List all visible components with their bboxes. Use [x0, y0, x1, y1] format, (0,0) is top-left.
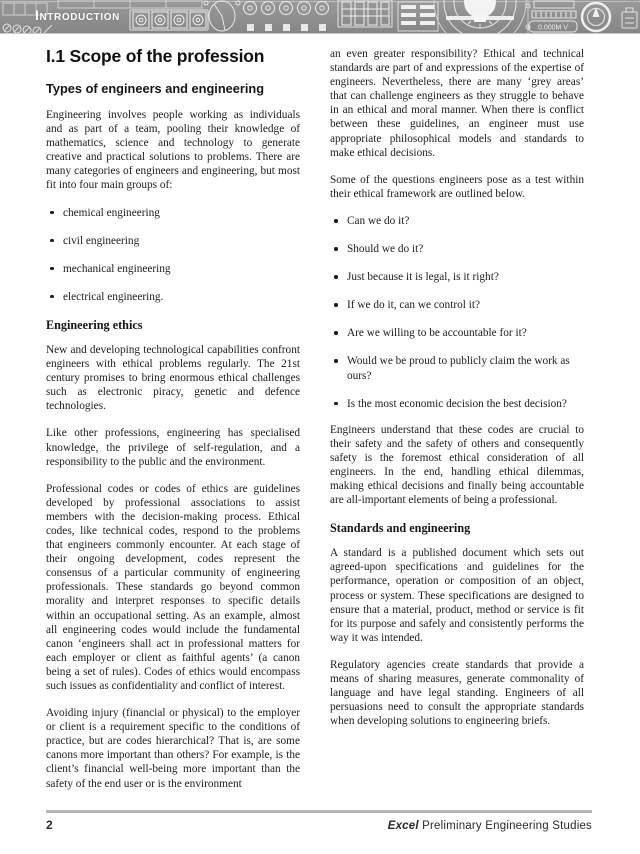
page-header-banner: [0, 0, 640, 34]
list-item: [46, 290, 300, 304]
paragraph: Professional codes or codes of ethics are guidelines developed by professional associations to assist members with the decision-making process. Ethical codes, like technical codes, respond to the problems that engineers commonly encounter. At each stage of their ongoing development, codes represent the consensus of a particular community of engineering professionals. These standards go beyond common morality and interpret responses to specific details within an occupational setting. As an example, almost all engineering codes would include the fundamental canon ‘engineers shall act in professional matters for each employer or client as faithful agents’ (a canon being a set of rules). Codes of ethics would encompass such issues as confidentiality and conflict of interest.: [46, 482, 300, 692]
section-heading: Types of engineers and engineering: [46, 81, 265, 96]
list-item-text: electrical engineering.: [63, 290, 164, 303]
paragraph: Avoiding injury (financial or physical) to the employer or client is a requirement specific to the conditions of practice, but are codes hierarchical? That is, are some canons more important than others? For example, is the client’s financial well-being more important than the safety of the end user or is the environment: [46, 707, 300, 790]
bullet-icon: [334, 247, 338, 251]
list-item-text: mechanical engineering: [63, 262, 171, 275]
list-item-text: If we do it, can we control it?: [347, 299, 481, 312]
book-brand: Excel: [387, 820, 419, 832]
bullet-icon: [334, 303, 338, 307]
page-number: 2: [46, 818, 53, 832]
page-title: I.1 Scope of the profession: [46, 46, 265, 66]
bullet-icon: [334, 359, 338, 363]
bullet-icon: [50, 267, 54, 271]
paragraph: Regulatory agencies create standards that provide a means of sharing measures, generate commonality of language and have legal standing. Engineers of all persuasions need to consult the appropriate standards when developing solutions to engineering briefs.: [330, 658, 584, 728]
bullet-icon: [334, 275, 338, 279]
subsection-heading: Standards and engineering: [330, 521, 471, 536]
list-item: [46, 262, 300, 276]
list-item-text: Is the most economic decision the best decision?: [347, 397, 567, 410]
bullet-icon: [50, 239, 54, 243]
paragraph: an even greater responsibility? Ethical and technical standards are part of and expressions of the expertise of engineers. Nevertheless, there are many ‘grey areas’ that can challenge engineers as they struggle to behave in an ethical and moral manner. When there is conflict between these guidelines, an engineer must use appropriate philosophical models and standards to make ethical decisions.: [330, 48, 584, 159]
page-footer: [46, 810, 592, 832]
list-item: [46, 234, 300, 248]
bullet-icon: [334, 402, 338, 406]
list-item-text: Would we be proud to publicly claim the work as ours?: [347, 355, 570, 382]
paragraph: New and developing technological capabilities confront engineers with ethical problems regularly. The 21st century promises to bring enormous ethical challenges such as electronic piracy, genetic and defence technologies.: [46, 343, 300, 413]
list-item: [330, 326, 584, 340]
chapter-label: Introduction: [35, 7, 120, 23]
list-item: [330, 270, 584, 284]
list-item-text: Should we do it?: [347, 243, 424, 256]
bullet-icon: [50, 211, 54, 215]
bullet-list: [330, 214, 584, 411]
list-item-text: Are we willing to be accountable for it?: [347, 327, 527, 340]
paragraph: Engineers understand that these codes are crucial to their safety and the safety of others and consequently safety is the foremost ethical consideration of all engineers. In the end, handling ethical dilemmas, making ethical decisions and finally being accountable are all-important elements of being a professional.: [330, 423, 584, 507]
list-item: [330, 242, 584, 256]
list-item: [330, 354, 584, 382]
paragraph: Like other professions, engineering has specialised knowledge, the privilege of self-regulation, and a responsibility to the public and the environment.: [46, 427, 300, 468]
book-title-rest: Preliminary Engineering Studies: [418, 820, 592, 832]
list-item-text: chemical engineering: [63, 206, 160, 219]
bullet-icon: [50, 295, 54, 299]
bullet-icon: [334, 331, 338, 335]
list-item: [330, 214, 584, 228]
list-item-text: Just because it is legal, is it right?: [347, 271, 499, 284]
meter-readout: 0.000M V: [538, 24, 568, 32]
paragraph: Engineering involves people working as individuals and as part of a team, pooling their knowledge of mathematics, science and technology to generate creative and practical solutions to problems. There are many categories of engineers and engineering, but most fit into four main groups of:: [46, 109, 300, 192]
book-title: [388, 820, 592, 832]
bullet-list: [46, 206, 300, 304]
subsection-heading: Engineering ethics: [46, 317, 143, 332]
right-column: [330, 47, 584, 804]
list-item: [330, 397, 584, 411]
list-item-text: civil engineering: [63, 234, 140, 247]
left-column: [46, 47, 300, 804]
paragraph: Some of the questions engineers pose as a test within their ethical framework are outlined below.: [330, 173, 584, 200]
page-body: [0, 34, 640, 804]
list-item: [46, 206, 300, 220]
list-item-text: Can we do it?: [347, 214, 410, 227]
bullet-icon: [334, 219, 338, 223]
paragraph: A standard is a published document which sets out agreed-upon specifications and guidelines for the performance, operation or composition of an object, process or system. These specifications are designed to ensure that a material, product, method or service is fit for its purpose and safely and consistently performs the way it was intended.: [330, 547, 584, 644]
list-item: [330, 298, 584, 312]
